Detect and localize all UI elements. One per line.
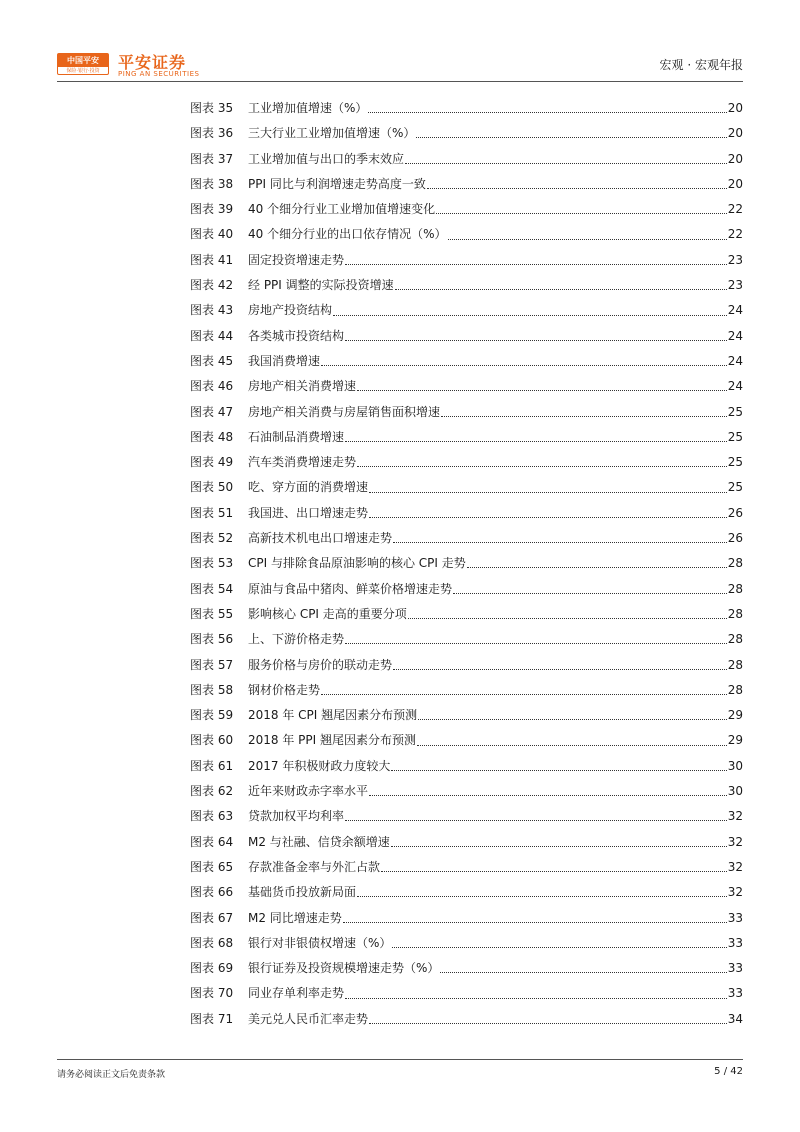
toc-entry-title: 存款准备金率与外汇占款 xyxy=(248,859,381,874)
toc-entry-page: 29 xyxy=(727,708,743,723)
toc-entry-title: CPI 与排除食品原油影响的核心 CPI 走势 xyxy=(248,556,466,571)
toc-entry-title: 固定投资增速走势 xyxy=(248,252,345,267)
toc-entry-page: 20 xyxy=(727,176,743,191)
toc-dot-leader xyxy=(321,365,727,366)
toc-dot-leader xyxy=(436,213,727,214)
toc-entry-title: PPI 同比与利润增速走势高度一致 xyxy=(248,176,426,191)
toc-entry[interactable] xyxy=(190,526,743,551)
toc-entry-title: 服务价格与房价的联动走势 xyxy=(248,657,393,672)
toc-entry-title: 三大行业工业增加值增速（%） xyxy=(248,126,416,141)
toc-entry-label: 图表 50 xyxy=(190,480,234,495)
toc-entry-title: 汽车类消费增速走势 xyxy=(248,455,357,470)
toc-dot-leader xyxy=(391,770,726,771)
toc-entry-page: 24 xyxy=(727,379,743,394)
toc-entry[interactable] xyxy=(190,754,743,779)
toc-dot-leader xyxy=(418,719,727,720)
toc-entry-title: 原油与食品中猪肉、鲜菜价格增速走势 xyxy=(248,581,453,596)
page-header xyxy=(0,0,800,84)
toc-entry-label: 图表 43 xyxy=(190,303,234,318)
toc-entry-title: 工业增加值增速（%） xyxy=(248,101,368,115)
toc-entry-label: 图表 62 xyxy=(190,784,234,799)
toc-entry[interactable] xyxy=(190,400,743,425)
toc-entry-label: 图表 59 xyxy=(190,708,234,723)
toc-entry-label: 图表 55 xyxy=(190,606,234,621)
toc-entry-title: 美元兑人民币汇率走势 xyxy=(248,1011,369,1026)
toc-entry-title: 高新技术机电出口增速走势 xyxy=(248,531,393,546)
toc-entry-label: 图表 57 xyxy=(190,657,234,672)
toc-entry-page: 28 xyxy=(727,632,743,647)
toc-dot-leader xyxy=(333,315,727,316)
toc-entry[interactable] xyxy=(190,475,743,500)
toc-entry[interactable] xyxy=(190,501,743,526)
toc-entry[interactable] xyxy=(190,349,743,374)
toc-entry[interactable] xyxy=(190,147,743,172)
toc-dot-leader xyxy=(369,1023,727,1024)
toc-entry-title: 2017 年积极财政力度较大 xyxy=(248,758,391,773)
toc-entry-label: 图表 40 xyxy=(190,227,234,242)
toc-entry-label: 图表 36 xyxy=(190,126,234,141)
toc-dot-leader xyxy=(345,820,727,821)
toc-entry[interactable] xyxy=(190,703,743,728)
toc-entry-label: 图表 37 xyxy=(190,151,234,166)
toc-entry-label: 图表 66 xyxy=(190,885,234,900)
toc-dot-leader xyxy=(343,922,727,923)
toc-entry[interactable] xyxy=(190,425,743,450)
toc-entry[interactable] xyxy=(190,1007,743,1032)
toc-entry[interactable] xyxy=(190,678,743,703)
header-divider xyxy=(57,81,743,82)
toc-entry-page: 24 xyxy=(727,303,743,318)
toc-dot-leader xyxy=(369,795,727,796)
toc-entry[interactable] xyxy=(190,551,743,576)
toc-dot-leader xyxy=(357,896,727,897)
toc-entry[interactable] xyxy=(190,830,743,855)
toc-dot-leader xyxy=(391,846,727,847)
toc-entry-page: 23 xyxy=(727,278,743,293)
toc-entry-page: 30 xyxy=(727,784,743,799)
toc-entry-title: 工业增加值与出口的季末效应 xyxy=(248,151,405,166)
toc-entry-title: 40 个细分行业的出口依存情况（%） xyxy=(248,227,447,242)
toc-entry-label: 图表 60 xyxy=(190,733,234,748)
toc-entry-label: 图表 46 xyxy=(190,379,234,394)
toc-entry-page: 32 xyxy=(727,834,743,849)
toc-entry-label: 图表 49 xyxy=(190,455,234,470)
toc-entry-label: 图表 44 xyxy=(190,328,234,343)
toc-entry-page: 28 xyxy=(727,682,743,697)
page-number: 5 / 42 xyxy=(714,1066,743,1077)
toc-dot-leader xyxy=(408,618,727,619)
logo-box-bottom-text: 保险·银行·投资 xyxy=(66,68,100,74)
toc-entry[interactable] xyxy=(190,248,743,273)
toc-entry-page: 23 xyxy=(727,252,743,267)
toc-entry-label: 图表 41 xyxy=(190,252,234,267)
toc-entry[interactable] xyxy=(190,450,743,475)
toc-entry-page: 28 xyxy=(727,657,743,672)
toc-entry-title: 银行对非银债权增速（%） xyxy=(248,935,392,950)
logo-english-name: PING AN SECURITIES xyxy=(118,70,200,78)
toc-entry-title: 贷款加权平均利率 xyxy=(248,809,345,824)
toc-dot-leader xyxy=(369,517,727,518)
toc-dot-leader xyxy=(357,390,727,391)
toc-entry-label: 图表 48 xyxy=(190,429,234,444)
toc-entry-title: 钢材价格走势 xyxy=(248,682,321,697)
toc-dot-leader xyxy=(345,264,727,265)
toc-entry-label: 图表 53 xyxy=(190,556,234,571)
toc-entry-title: 近年来财政赤字率水平 xyxy=(248,784,369,799)
toc-entry-label: 图表 65 xyxy=(190,859,234,874)
toc-entry[interactable] xyxy=(190,804,743,829)
toc-entry-title: 房地产相关消费与房屋销售面积增速 xyxy=(248,404,441,419)
toc-dot-leader xyxy=(368,112,726,113)
toc-entry-label: 图表 63 xyxy=(190,809,234,824)
toc-entry[interactable] xyxy=(190,121,743,146)
toc-entry-title: 基础货币投放新局面 xyxy=(248,885,357,900)
toc-entry-label: 图表 39 xyxy=(190,202,234,217)
toc-entry-title: 银行证券及投资规模增速走势（%） xyxy=(248,961,440,976)
toc-entry[interactable] xyxy=(190,906,743,931)
toc-entry-title: 影响核心 CPI 走高的重要分项 xyxy=(248,606,407,621)
toc-entry-title: 同业存单利率走势 xyxy=(248,986,345,1001)
toc-entry-title: 石油制品消费增速 xyxy=(248,429,345,444)
toc-entry-page: 26 xyxy=(727,505,743,520)
toc-entry[interactable] xyxy=(190,855,743,880)
toc-entry-page: 33 xyxy=(727,961,743,976)
toc-entry-page: 32 xyxy=(727,885,743,900)
toc-entry-label: 图表 56 xyxy=(190,632,234,647)
toc-entry-page: 33 xyxy=(727,986,743,1001)
toc-entry-page: 33 xyxy=(727,935,743,950)
toc-entry[interactable] xyxy=(190,931,743,956)
toc-entry-label: 图表 67 xyxy=(190,910,234,925)
toc-entry-page: 28 xyxy=(727,581,743,596)
toc-entry-page: 25 xyxy=(727,480,743,495)
toc-entry-page: 25 xyxy=(727,429,743,444)
toc-entry-label: 图表 38 xyxy=(190,176,234,191)
toc-dot-leader xyxy=(345,340,727,341)
toc-entry[interactable] xyxy=(190,96,743,121)
toc-entry[interactable] xyxy=(190,602,743,627)
toc-entry-page: 29 xyxy=(727,733,743,748)
toc-entry-label: 图表 35 xyxy=(190,101,234,115)
toc-entry[interactable] xyxy=(190,222,743,247)
toc-entry[interactable] xyxy=(190,779,743,804)
toc-dot-leader xyxy=(321,694,727,695)
toc-entry-page: 33 xyxy=(727,910,743,925)
toc-entry-title: 上、下游价格走势 xyxy=(248,632,345,647)
table-of-figures xyxy=(190,96,743,1032)
toc-entry-title: 40 个细分行业工业增加值增速变化 xyxy=(248,202,436,217)
toc-entry-label: 图表 71 xyxy=(190,1011,234,1026)
toc-entry-page: 24 xyxy=(727,353,743,368)
toc-dot-leader xyxy=(393,542,727,543)
toc-entry[interactable] xyxy=(190,627,743,652)
toc-entry-title: 2018 年 PPI 翘尾因素分布预测 xyxy=(248,733,416,748)
footer-divider xyxy=(57,1059,743,1060)
toc-entry-label: 图表 58 xyxy=(190,682,234,697)
toc-entry[interactable] xyxy=(190,728,743,753)
toc-dot-leader xyxy=(467,567,727,568)
footer-disclaimer: 请务必阅读正文后免责条款 xyxy=(57,1070,166,1080)
toc-entry[interactable] xyxy=(190,298,743,323)
logo-chinese-name: 平安证券 xyxy=(118,53,187,72)
toc-dot-leader xyxy=(345,441,727,442)
toc-entry-page: 30 xyxy=(727,758,743,773)
toc-entry[interactable] xyxy=(190,273,743,298)
toc-dot-leader xyxy=(395,289,727,290)
toc-entry-label: 图表 54 xyxy=(190,581,234,596)
toc-entry-page: 24 xyxy=(727,328,743,343)
toc-entry-title: 房地产相关消费增速 xyxy=(248,379,357,394)
toc-entry-page: 26 xyxy=(727,531,743,546)
toc-entry-title: 2018 年 CPI 翘尾因素分布预测 xyxy=(248,708,418,723)
toc-entry-page: 25 xyxy=(727,404,743,419)
toc-entry-title: 经 PPI 调整的实际投资增速 xyxy=(248,278,394,293)
toc-entry-label: 图表 45 xyxy=(190,353,234,368)
toc-entry-label: 图表 64 xyxy=(190,834,234,849)
toc-entry-title: 房地产投资结构 xyxy=(248,303,333,318)
toc-dot-leader xyxy=(448,239,727,240)
toc-dot-leader xyxy=(345,998,727,999)
toc-dot-leader xyxy=(345,643,727,644)
toc-entry-label: 图表 68 xyxy=(190,935,234,950)
toc-dot-leader xyxy=(440,972,726,973)
toc-entry[interactable] xyxy=(190,880,743,905)
toc-dot-leader xyxy=(441,416,727,417)
toc-entry-title: 我国进、出口增速走势 xyxy=(248,505,369,520)
toc-entry-title: 我国消费增速 xyxy=(248,353,321,368)
toc-entry-label: 图表 61 xyxy=(190,758,234,773)
toc-dot-leader xyxy=(405,163,727,164)
toc-entry[interactable] xyxy=(190,324,743,349)
toc-entry-title: M2 同比增速走势 xyxy=(248,910,342,925)
toc-dot-leader xyxy=(417,745,727,746)
toc-entry[interactable] xyxy=(190,374,743,399)
toc-entry[interactable] xyxy=(190,577,743,602)
toc-dot-leader xyxy=(427,188,727,189)
toc-dot-leader xyxy=(393,669,727,670)
toc-entry-page: 28 xyxy=(727,606,743,621)
toc-dot-leader xyxy=(416,137,726,138)
toc-entry-page: 32 xyxy=(727,859,743,874)
toc-entry[interactable] xyxy=(190,956,743,981)
toc-dot-leader xyxy=(369,492,727,493)
toc-dot-leader xyxy=(357,466,727,467)
toc-entry-page: 20 xyxy=(727,126,743,141)
report-section-title: 宏观 · 宏观年报 xyxy=(659,58,743,72)
toc-entry-label: 图表 69 xyxy=(190,961,234,976)
logo-box-top-text: 中国平安 xyxy=(58,54,108,67)
toc-dot-leader xyxy=(392,947,726,948)
toc-entry-title: 各类城市投资结构 xyxy=(248,328,345,343)
ping-an-logo-icon xyxy=(57,53,109,75)
toc-entry-label: 图表 42 xyxy=(190,278,234,293)
toc-entry[interactable] xyxy=(190,172,743,197)
toc-entry-page: 28 xyxy=(727,556,743,571)
toc-entry[interactable] xyxy=(190,197,743,222)
toc-entry-page: 25 xyxy=(727,455,743,470)
toc-entry[interactable] xyxy=(190,981,743,1006)
toc-entry-page: 32 xyxy=(727,809,743,824)
toc-dot-leader xyxy=(381,871,727,872)
toc-entry-label: 图表 51 xyxy=(190,505,234,520)
toc-entry-title: M2 与社融、信贷余额增速 xyxy=(248,834,390,849)
toc-entry-label: 图表 70 xyxy=(190,986,234,1001)
toc-entry-page: 22 xyxy=(727,227,743,242)
toc-entry-label: 图表 47 xyxy=(190,404,234,419)
toc-entry-page: 34 xyxy=(727,1011,743,1026)
toc-entry-title: 吃、穿方面的消费增速 xyxy=(248,480,369,495)
toc-entry-label: 图表 52 xyxy=(190,531,234,546)
toc-entry-page: 20 xyxy=(727,151,743,166)
toc-dot-leader xyxy=(453,593,727,594)
toc-entry-page: 22 xyxy=(727,202,743,217)
toc-entry-page: 20 xyxy=(727,101,743,115)
toc-entry[interactable] xyxy=(190,653,743,678)
